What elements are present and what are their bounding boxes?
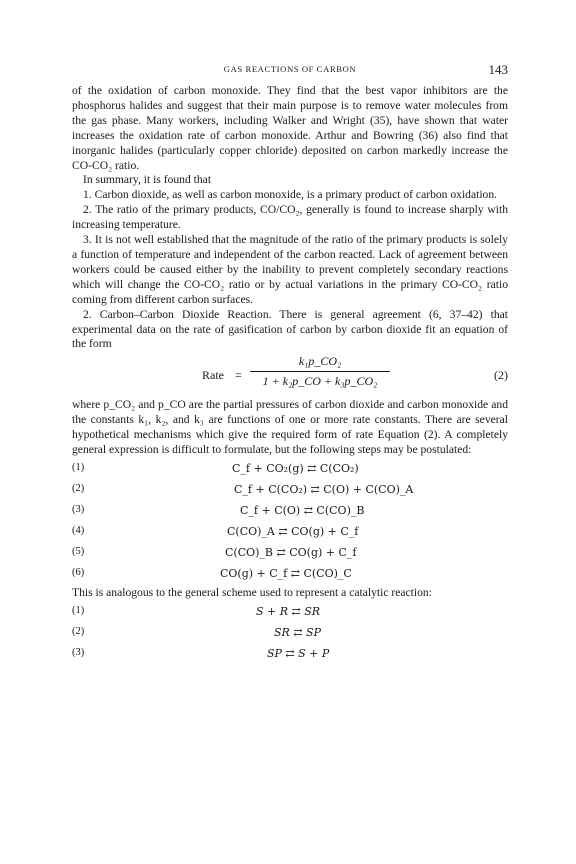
mechanism-step [72,502,508,523]
paragraph: where p_CO₂ and p_CO are the partial pressures of carbon dioxide and carbon monoxide and the constants k₁, k₂, and k₃ are functions of one or more rate constants. There are several hypothetical mechanisms which give the required form of rate Equation (2). A completely general expression is difficult to formulate, but the following steps may be postulated: [72,398,508,457]
step-number: (2) [72,625,85,637]
step-formula: SP ⇄ S + P [267,646,330,660]
equation-number: (2) [494,368,508,383]
step-number: (1) [72,461,85,473]
mechanism-step [72,544,508,565]
mechanism-step [72,523,508,544]
step-formula: C(CO)_A ⇄ CO(g) + C_f [227,524,359,538]
step-formula: C_f + C(O) ⇄ C(CO)_B [240,503,365,517]
step-formula: SR ⇄ SP [274,625,321,639]
equation-numerator: k₁p_CO₂ [298,354,342,369]
step-number: (2) [72,482,85,494]
step-number: (1) [72,604,85,616]
equation-label: Rate [202,368,224,383]
step-formula: S + R ⇄ SR [256,604,321,618]
mechanism-step [72,481,508,502]
step-formula: CO(g) + C_f ⇄ C(CO)_C [220,566,352,580]
body-text [72,84,508,458]
body-text [72,586,508,601]
step-number: (6) [72,566,85,578]
step-formula: C_f + C(CO₂) ⇄ C(O) + C(CO)_A [234,482,414,496]
mechanism-steps [72,460,508,586]
step-number: (3) [72,503,85,515]
page [72,62,508,666]
paragraph: 2. Carbon–Carbon Dioxide Reaction. There is general agreement (6, 37–42) that experimental data on the rate of gasification of carbon by carbon dioxide fit an equation of the form [72,307,508,351]
paragraph: In summary, it is found that [83,173,212,187]
equation-denominator: 1 + k₂p_CO + k₃p_CO₂ [262,374,378,389]
catalytic-step [72,624,508,645]
page-header [72,62,508,84]
paragraph: This is analogous to the general scheme used to represent a catalytic reaction: [72,585,432,599]
mechanism-step [72,460,508,481]
equation-equals: = [235,368,242,383]
paragraph: 2. The ratio of the primary products, CO/CO₂, generally is found to increase sharply with increasing temperature. [72,203,508,232]
mechanism-step [72,565,508,586]
catalytic-step [72,603,508,624]
step-formula: C(CO)_B ⇄ CO(g) + C_f [225,545,357,559]
paragraph: of the oxidation of carbon monoxide. They find that the best vapor inhibitors are the phosphorus halides and suggest that their main purpose is to remove water molecules from the gas phase. Many workers, including Walker and Wright (35), have shown that water increases the oxidation rate of carbon monoxide. Arthur and Bowring (36) also find that inorganic halides (particularly copper chloride) deposited on carbon markedly increase the CO-CO₂ ratio. [72,84,508,172]
step-number: (3) [72,646,85,658]
catalytic-steps [72,603,508,666]
step-formula: C_f + CO₂(g) ⇄ C(CO₂) [232,461,359,475]
equation-fraction [250,354,390,389]
fraction-bar [250,371,390,372]
rate-equation [72,354,508,398]
step-number: (5) [72,545,85,557]
page-number: 143 [488,62,508,77]
running-title: GAS REACTIONS OF CARBON [223,64,357,74]
step-number: (4) [72,524,85,536]
paragraph: 3. It is not well established that the magnitude of the ratio of the primary products is solely a function of temperature and independent of the carbon reacted. Lack of agreement between workers could be caused either by the inability to prevent completely secondary reactions which will change the CO-CO₂ ratio or by actual variations in the primary CO-CO₂ ratio coming from different carbon surfaces. [72,233,508,306]
catalytic-step [72,645,508,666]
paragraph: 1. Carbon dioxide, as well as carbon monoxide, is a primary product of carbon oxidation. [83,188,498,202]
